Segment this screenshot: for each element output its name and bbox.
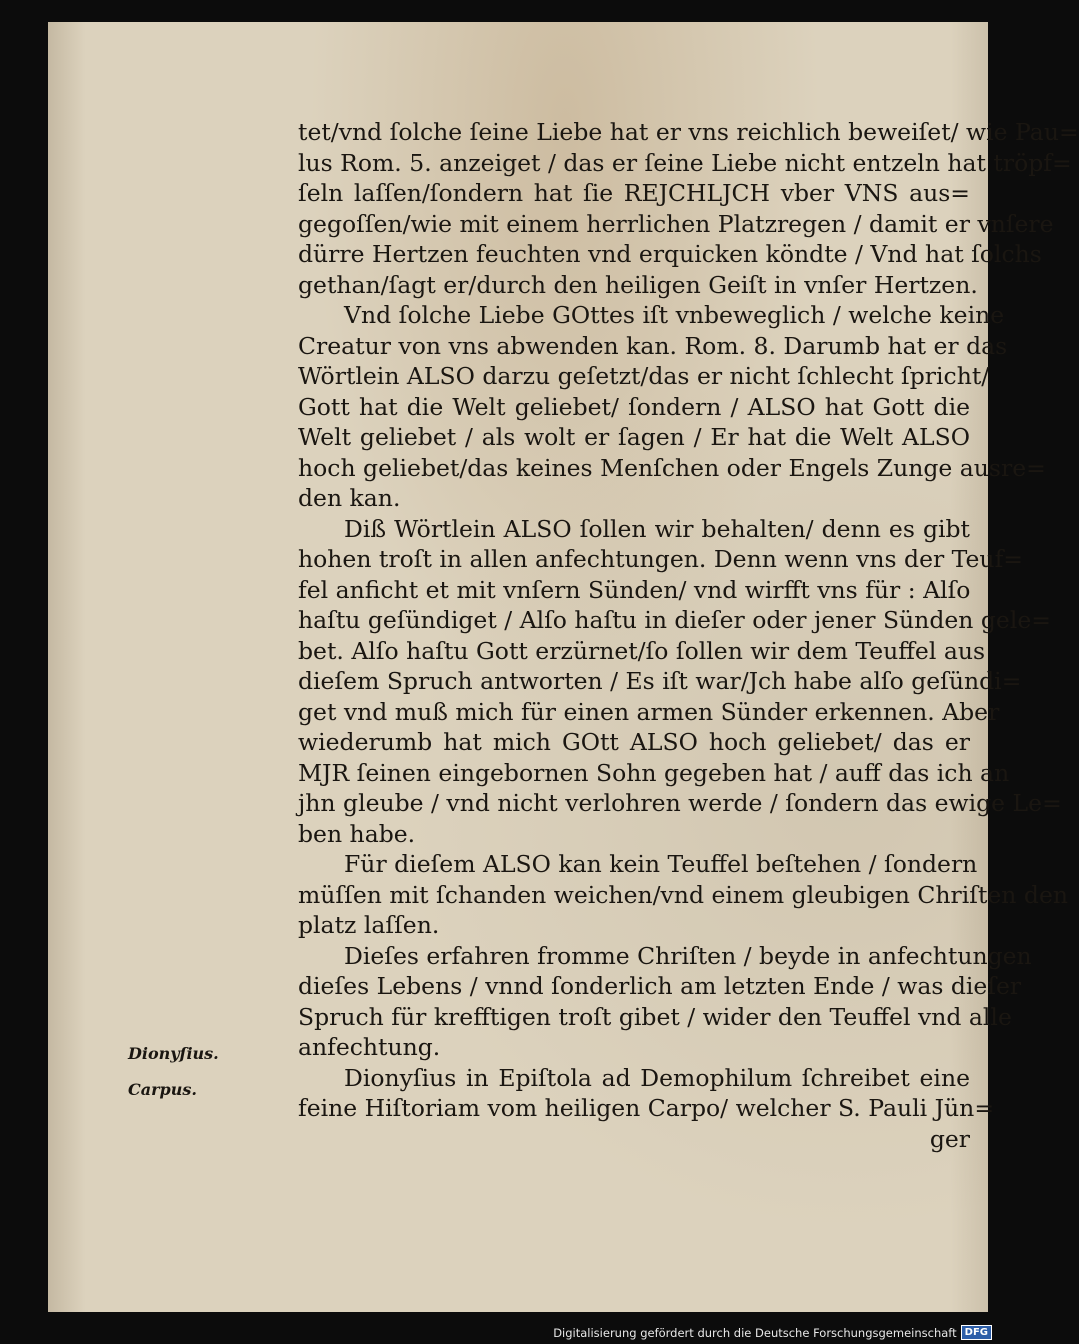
text-line: Dieſes erfahren fromme Chriſten / beyde in anfechtungen bbox=[344, 941, 1032, 970]
text-line: gethan/ſagt er/durch den heiligen Geiſt in vnſer Hertzen. bbox=[298, 270, 978, 299]
text-line: Creatur von vns abwenden kan. Rom. 8. Darumb hat er das bbox=[298, 331, 1008, 360]
text-line: haſtu geſündiget / Alſo haſtu in dieſer oder jener Sünden gele= bbox=[298, 606, 1051, 634]
text-line: Diß Wörtlein ALSO ſollen wir behalten/ denn es gibt bbox=[344, 514, 970, 543]
text-line: hohen troſt in allen anfechtungen. Denn wenn vns der Teuf= bbox=[298, 545, 1023, 573]
text-line: tet/vnd ſolche ſeine Liebe hat er vns reichlich beweiſet/ wie Pau= bbox=[298, 118, 1079, 146]
text-line: Für dieſem ALSO kan kein Teuffel beſtehen / ſondern bbox=[344, 850, 978, 878]
text-line: ſeln laſſen/ſondern hat ſie REJCHLJCH vber VNS aus= bbox=[298, 179, 970, 207]
text-line: Spruch für krefftigen troſt gibet / wider den Teuffel vnd alle bbox=[298, 1002, 1012, 1031]
text-line: lus Rom. 5. anzeiget / das er ſeine Liebe nicht entzeln hat tröpf= bbox=[298, 148, 1072, 177]
text-line: fel anficht et mit vnſern Sünden/ vnd wirfft vns für : Alſo bbox=[298, 575, 971, 604]
text-line: bet. Alſo haſtu Gott erzürnet/ſo ſollen wir dem Teuffel aus bbox=[298, 636, 986, 665]
text-line: Welt geliebet / als wolt er ſagen / Er hat die Welt ALSO bbox=[298, 423, 970, 451]
text-line: MJR ſeinen eingebornen Sohn gegeben hat / auff das ich an bbox=[298, 758, 1010, 787]
text-line: jhn gleube / vnd nicht verlohren werde / ſondern das ewige Le= bbox=[298, 789, 1062, 817]
text-line: dieſem Spruch antworten / Es iſt war/Jch habe alſo geſündi= bbox=[298, 667, 1022, 695]
footer-credit bbox=[553, 1325, 992, 1340]
text-line: anfechtung. bbox=[298, 1033, 441, 1061]
text-line: den kan. bbox=[298, 484, 401, 512]
text-line: hoch geliebet/das keines Menſchen oder Engels Zunge ausre= bbox=[298, 453, 1046, 482]
catchword: ger bbox=[929, 1124, 970, 1153]
text-line: dürre Hertzen feuchten vnd erquicken köndte / Vnd hat ſolchs bbox=[298, 240, 1042, 268]
margin-note-dionysius: Dionyſius. bbox=[128, 1044, 219, 1063]
text-line: müſſen mit ſchanden weichen/vnd einem gleubigen Chriſten den bbox=[298, 880, 1068, 909]
text-line: wiederumb hat mich GOtt ALSO hoch geliebet/ das er bbox=[298, 728, 970, 756]
text-line: Vnd ſolche Liebe GOttes iſt vnbeweglich / welche keine bbox=[344, 301, 1005, 329]
funding-credit-text: Digitalisierung gefördert durch die Deutsche Forschungsgemeinschaft bbox=[553, 1325, 957, 1340]
body-text bbox=[298, 117, 1079, 1154]
dfg-logo: DFG bbox=[961, 1325, 992, 1340]
text-line: feine Hiſtoriam vom heiligen Carpo/ welcher S. Pauli Jün= bbox=[298, 1094, 995, 1122]
book-page bbox=[48, 22, 1079, 1312]
text-line: platz laſſen. bbox=[298, 911, 440, 939]
text-line: Wörtlein ALSO darzu geſetzt/das er nicht ſchlecht ſpricht/ bbox=[298, 362, 990, 390]
margin-note-carpus: Carpus. bbox=[128, 1080, 197, 1099]
text-line: Gott hat die Welt geliebet/ ſondern / ALSO hat Gott die bbox=[298, 392, 970, 421]
text-line: get vnd muß mich für einen armen Sünder erkennen. Aber bbox=[298, 697, 1000, 726]
text-line: gegoſſen/wie mit einem herrlichen Platzregen / damit er vnſere bbox=[298, 209, 1054, 238]
text-line: Dionyſius in Epiſtola ad Demophilum ſchreibet eine bbox=[344, 1063, 970, 1092]
text-line: ben habe. bbox=[298, 819, 416, 848]
text-line: dieſes Lebens / vnnd ſonderlich am letzten Ende / was dieſer bbox=[298, 972, 1022, 1000]
